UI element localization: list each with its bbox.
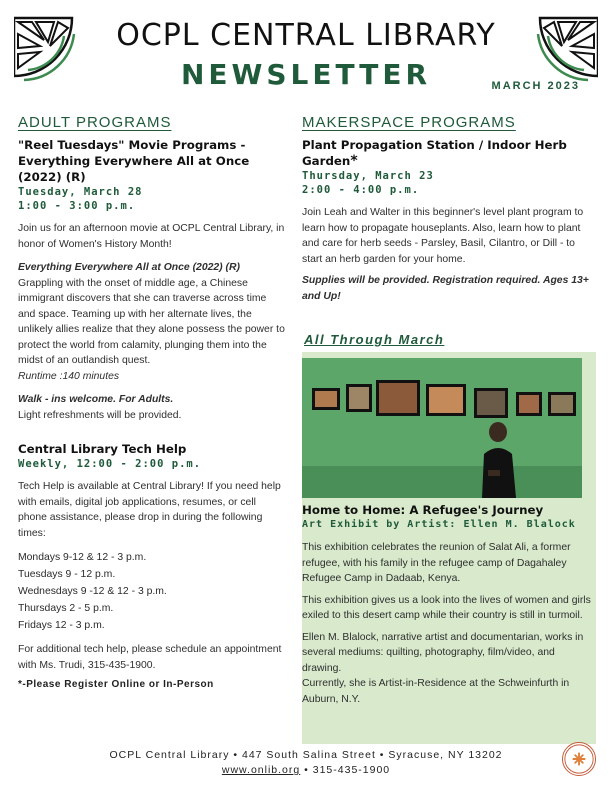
- library-logo-badge: [562, 742, 596, 776]
- adult-programs-heading: ADULT PROGRAMS: [18, 114, 172, 131]
- exhibit-paragraph-3: Ellen M. Blalock, narrative artist and documentarian, works in several mediums: quilting, photography, film/video, and drawing.: [302, 631, 584, 674]
- exhibit-title: Home to Home: A Refugee's Journey: [302, 503, 544, 517]
- footer-phone: • 315-435-1900: [304, 764, 391, 776]
- footer-address: OCPL Central Library • 447 South Salina Street • Syracuse, NY 13202: [109, 749, 503, 761]
- movie-program-date: Tuesday, March 28: [18, 186, 143, 198]
- tech-help-time-item: Fridays 12 - 3 p.m.: [18, 620, 105, 631]
- adult-programs-column: [18, 114, 286, 690]
- exhibit-section: [302, 502, 592, 707]
- movie-program-title-line1: "Reel Tuesdays" Movie Programs -: [18, 138, 246, 152]
- herb-garden-star: *: [350, 153, 358, 169]
- tech-help-times-list: [18, 549, 286, 634]
- exhibit-photo: [302, 358, 582, 498]
- registration-note: *-Please Register Online or In-Person: [18, 679, 214, 690]
- tech-help-time-item: Wednesdays 9 -12 & 12 - 3 p.m.: [18, 586, 167, 597]
- exhibit-paragraph-2: This exhibition gives us a look into the lives of women and girls exiled to this desert camp while their country is still in turmoil.: [302, 594, 591, 621]
- tech-help-description: Tech Help is available at Central Library! If you need help with emails, digital job applications, resumes, or cell phone assistance, please drop in during the following times:: [18, 481, 281, 539]
- exhibit-artist: Art Exhibit by Artist: Ellen M. Blalock: [302, 519, 576, 530]
- film-synopsis: Grappling with the onset of middle age, a Chinese immigrant discovers that she can traverse across time and space. Teaming up with her alternate lives, the unlikely allies realize that they alone possess the power to protect the world from calamity, plunging them into the midst of an outlandish quest.: [18, 277, 285, 366]
- tech-help-time-item: Tuesdays 9 - 12 p.m.: [18, 569, 116, 580]
- tech-help-appointment-text: For additional tech help, please schedule an appointment with Ms. Trudi, 315-435-1900.: [18, 644, 282, 671]
- tech-help-time-item: Mondays 9-12 & 12 - 3 p.m.: [18, 552, 147, 563]
- newsletter-masthead: OCPL CENTRAL LIBRARY: [116, 18, 496, 53]
- newsletter-subtitle: NEWSLETTER: [180, 58, 432, 91]
- movie-program-time: 1:00 - 3:00 p.m.: [18, 200, 136, 212]
- exhibit-paragraph-1: This exhibition celebrates the reunion of Salat Ali, a former refugee, with his family in the refugee camp of Dagahaley Refugee Camp in Dadaab, Kenya.: [302, 542, 571, 584]
- issue-date: MARCH 2023: [491, 80, 580, 92]
- herb-garden-date: Thursday, March 23: [302, 170, 434, 182]
- herb-garden-title: [302, 137, 596, 169]
- makerspace-programs-column: [302, 114, 596, 304]
- makerspace-programs-heading: MAKERSPACE PROGRAMS: [302, 114, 516, 131]
- refreshments-note: Light refreshments will be provided.: [18, 409, 182, 421]
- movie-intro-text: Join us for an afternoon movie at OCPL Central Library, in honor of Women's History Month!: [18, 223, 285, 250]
- film-title: Everything Everywhere All at Once (2022) (R): [18, 262, 240, 273]
- footer: [0, 748, 612, 778]
- exhibit-paragraph-4: Currently, she is Artist-in-Residence at the Schweinfurth in Auburn, N.Y.: [302, 678, 570, 705]
- movie-program-title-line2: Everything Everywhere All at Once (2022) (R): [18, 154, 250, 184]
- walkins-note: Walk - ins welcome. For Adults.: [18, 394, 174, 405]
- all-through-march-heading: All Through March: [304, 332, 445, 347]
- website-link[interactable]: www.onlib.org: [221, 764, 301, 776]
- herb-garden-title-text: Plant Propagation Station / Indoor Herb Garden: [302, 138, 567, 168]
- tech-help-title: Central Library Tech Help: [18, 442, 187, 456]
- tech-help-schedule: Weekly, 12:00 - 2:00 p.m.: [18, 458, 202, 470]
- film-runtime: Runtime :140 minutes: [18, 370, 120, 382]
- herb-garden-supplies-note: Supplies will be provided. Registration required. Ages 13+ and Up!: [302, 275, 589, 302]
- tech-help-time-item: Thursdays 2 - 5 p.m.: [18, 603, 114, 614]
- herb-garden-time: 2:00 - 4:00 p.m.: [302, 184, 420, 196]
- herb-garden-description: Join Leah and Walter in this beginner's level plant program to learn how to propagate houseplants. Also, learn how to plant and care for herb seeds - Parsley, Basil, Cilantro, or Dill - to start an herb garden for your home.: [302, 207, 584, 265]
